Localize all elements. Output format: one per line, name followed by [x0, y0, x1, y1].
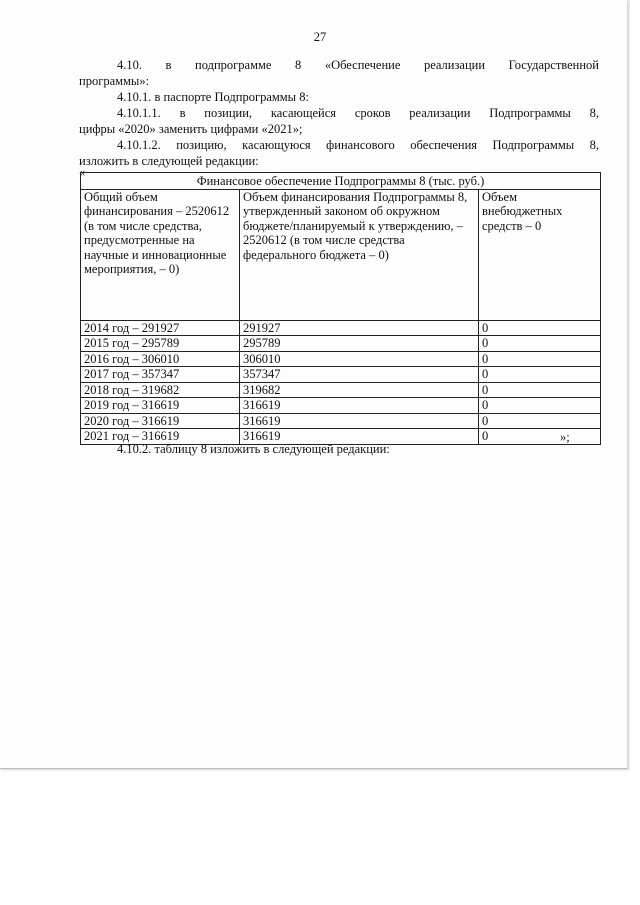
- cell-extrabudget: 0: [479, 320, 601, 336]
- table-row: [81, 351, 601, 367]
- paragraph-4-10-1-2: 4.10.1.2. позицию, касающуюся финансового обеспечения Подпрограммы 8,: [117, 138, 599, 152]
- cell-year-total: 2020 год – 316619: [81, 413, 240, 429]
- cell-budget: 357347: [240, 367, 479, 383]
- header-extrabudgetary: Объем внебюджетных средств – 0: [479, 189, 601, 320]
- cell-extrabudget: 0: [479, 382, 601, 398]
- cell-year-total: 2016 год – 306010: [81, 351, 240, 367]
- cell-extrabudget: 0: [479, 351, 601, 367]
- table-row: [81, 336, 601, 352]
- header-total-financing: Общий объем финансирования – 2520612 (в том числе средства, предусмотренные на научные и инновационные мероприятия, – 0): [81, 189, 240, 320]
- cell-extrabudget: 0: [479, 336, 601, 352]
- paragraph-4-10-1-1: 4.10.1.1. в позиции, касающейся сроков реализации Подпрограммы 8,: [117, 106, 599, 120]
- closing-quote: »;: [560, 430, 570, 444]
- cell-budget: 306010: [240, 351, 479, 367]
- cell-extrabudget: 0: [479, 429, 601, 445]
- table-row: [81, 320, 601, 336]
- cell-extrabudget: 0: [479, 413, 601, 429]
- paragraph-4-10-1-2-continued: изложить в следующей редакции:: [79, 154, 259, 168]
- paragraph-4-10-1: 4.10.1. в паспорте Подпрограммы 8:: [117, 90, 309, 104]
- cell-year-total: 2019 год – 316619: [81, 398, 240, 414]
- cell-budget: 316619: [240, 429, 479, 445]
- cell-extrabudget: 0: [479, 367, 601, 383]
- cell-year-total: 2015 год – 295789: [81, 336, 240, 352]
- cell-year-total: 2018 год – 319682: [81, 382, 240, 398]
- financing-table: [80, 172, 601, 445]
- open-quote: «: [79, 165, 86, 179]
- paragraph-4-10-1-1-continued: цифры «2020» заменить цифрами «2021»;: [79, 122, 303, 136]
- table-caption: Финансовое обеспечение Подпрограммы 8 (тыс. руб.): [81, 173, 601, 190]
- cell-budget: 316619: [240, 398, 479, 414]
- cell-budget: 295789: [240, 336, 479, 352]
- table-row: [81, 398, 601, 414]
- paragraph-4-10-continued: программы»:: [79, 74, 150, 88]
- cell-budget: 316619: [240, 413, 479, 429]
- cell-year-total: 2017 год – 357347: [81, 367, 240, 383]
- paragraph-4-10: 4.10. в подпрограмме 8 «Обеспечение реализации Государственной: [117, 58, 599, 72]
- header-budget-financing: Объем финансирования Подпрограммы 8, утвержденный законом об окружном бюджете/планируемый к утверждению, – 2520612 (в том числе средства федерального бюджета – 0): [240, 189, 479, 320]
- page-number: 27: [313, 30, 327, 44]
- cell-budget: 291927: [240, 320, 479, 336]
- table-row: [81, 367, 601, 383]
- table-row: [81, 382, 601, 398]
- cell-extrabudget: 0: [479, 398, 601, 414]
- paragraph-4-10-2: 4.10.2. таблицу 8 изложить в следующей редакции:: [117, 442, 390, 456]
- cell-year-total: 2014 год – 291927: [81, 320, 240, 336]
- cell-budget: 319682: [240, 382, 479, 398]
- table-row: [81, 413, 601, 429]
- cell-year-total: 2021 год – 316619: [81, 429, 240, 445]
